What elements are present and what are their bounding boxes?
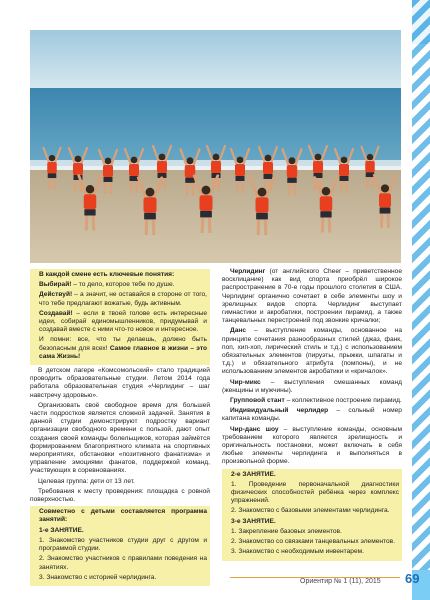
key-concepts-box	[30, 269, 210, 365]
lesson-1-item: 2. Знакомство участников с правилами поведения на занятиях.	[39, 555, 207, 571]
lesson-3-item: 3. Знакомство с необходимым инвентарем.	[231, 548, 364, 556]
photo-sky	[30, 30, 401, 90]
definition-individual: Индивидуальный черлидер – сольный номер капитана команды.	[222, 407, 402, 423]
page-number: 69	[405, 571, 420, 586]
lesson-1-heading: 1-е ЗАНЯТИЕ.	[39, 526, 84, 534]
concept-sozdavai: Создавай! – если в твоей голове есть интересные идеи, собирай единомышленников, придумывай и создавай вместе с ними что-то новое и интересное.	[39, 309, 207, 334]
concept-vybirai: Выбирай! – то дело, которое тебе по душе.	[39, 281, 175, 289]
program-heading: Совместно с детьми составляется программа занятий:	[39, 508, 207, 524]
photo-canvas	[30, 30, 401, 263]
lesson-3-heading: 3-е ЗАНЯТИЕ.	[231, 517, 276, 525]
program-box	[30, 506, 210, 586]
lesson-3-item: 1. Закрепление базовых элементов.	[231, 527, 342, 535]
concept-pomni: И помни: все, что ты делаешь, должно быть безопасным для всех! Самое главное в жизни – это сама Жизнь!	[39, 336, 207, 360]
lesson-1-item: 1. Знакомство участников студии друг с другом и программой студии.	[39, 536, 207, 553]
lesson-2-heading: 2-е ЗАНЯТИЕ.	[231, 470, 276, 478]
journal-issue: Ориентир № 1 (11), 2015	[300, 578, 381, 585]
definition-dance: Данс – выступление команды, основанное на принципе сочетания разнообразных стилей (джаз, фанк, поп, хип-хоп, лирический стиль и т.д.) с использованием обязательных элементов (пируэты, прыжки, шпагаты и т.д.) и обязательного атрибута (помпоны), и не использованием элементов акробатики и «кричалок».	[222, 327, 402, 376]
lesson-2-item: 2. Знакомство с базовыми элементами черлидинга.	[231, 507, 390, 515]
key-concepts-heading: В каждой смене есть ключевые понятия:	[39, 271, 175, 278]
beach-group-photo	[30, 30, 401, 263]
lessons-box	[222, 469, 402, 561]
concept-deistvui: Действуй! – а значит, не оставайся в стороне от того, что тебе предлагают вожатые, будь активным.	[39, 291, 207, 307]
lesson-3-item: 2. Знакомство со связками танцевальных элементов.	[231, 538, 395, 546]
paragraph-1: В детском лагере «Комсомольский» стало традицией проводить образовательные студии. Летом 2014 года работала образовательная студия «Черлидинг – шаг навстречу здоровью».	[30, 367, 210, 399]
definition-cheerleading: Черлидинг (от английского Cheer – приветственное восклицание) как вид спорта приобрёл широкое распространение в 70-е годы прошлого столетия в США. Черлидинг органично сочетает в себе элементы шоу и зрелищных видов спорта. Черлидинг выступает гимнастики и акробатики, построении пирамид, а также танцевальных перестроений под звонкие кричалки;	[222, 268, 402, 325]
paragraph-target-group: Целевая группа: дети от 13 лет.	[38, 477, 135, 485]
definition-show: Чир-данс шоу – выступление команды, основным требованием которого является зрелищность и оригинальность постановки, может включать в себя любые элементы черлидинга и выполняться в произвольной форме.	[222, 425, 402, 466]
right-column	[222, 268, 402, 563]
paragraph-2: Организовать своё свободное время для большей части подростков является сложной задачей. Занятия в данной студии демонстрируют подростку вариант организации свободного времени с пользой, дают опыт создания своей команды болельщиков, которая займётся формированием благоприятного климата на спортивных мероприятиях, обстановки «позитивного фанатизма» и управление эмоциями фанатов, поддержкой команд, участвующих в соревнованиях.	[30, 401, 210, 475]
paragraph-requirements: Требования к месту проведения: площадка с ровной поверхностью.	[30, 487, 210, 504]
lesson-1-item: 3. Знакомство с историей черлидинга.	[39, 573, 157, 581]
definition-group-stunt: Групповой стант – коллективное построение пирамид.	[230, 397, 402, 405]
decorative-edge-stripes	[412, 0, 430, 600]
lesson-2-item: 1. Проведение первоначальной диагностики физических способностей ребёнка через комплекс упражнений.	[231, 480, 399, 505]
left-column	[30, 268, 210, 588]
definition-mix: Чир-микс – выступления смешанных команд (женщины и мужчины).	[222, 378, 402, 394]
